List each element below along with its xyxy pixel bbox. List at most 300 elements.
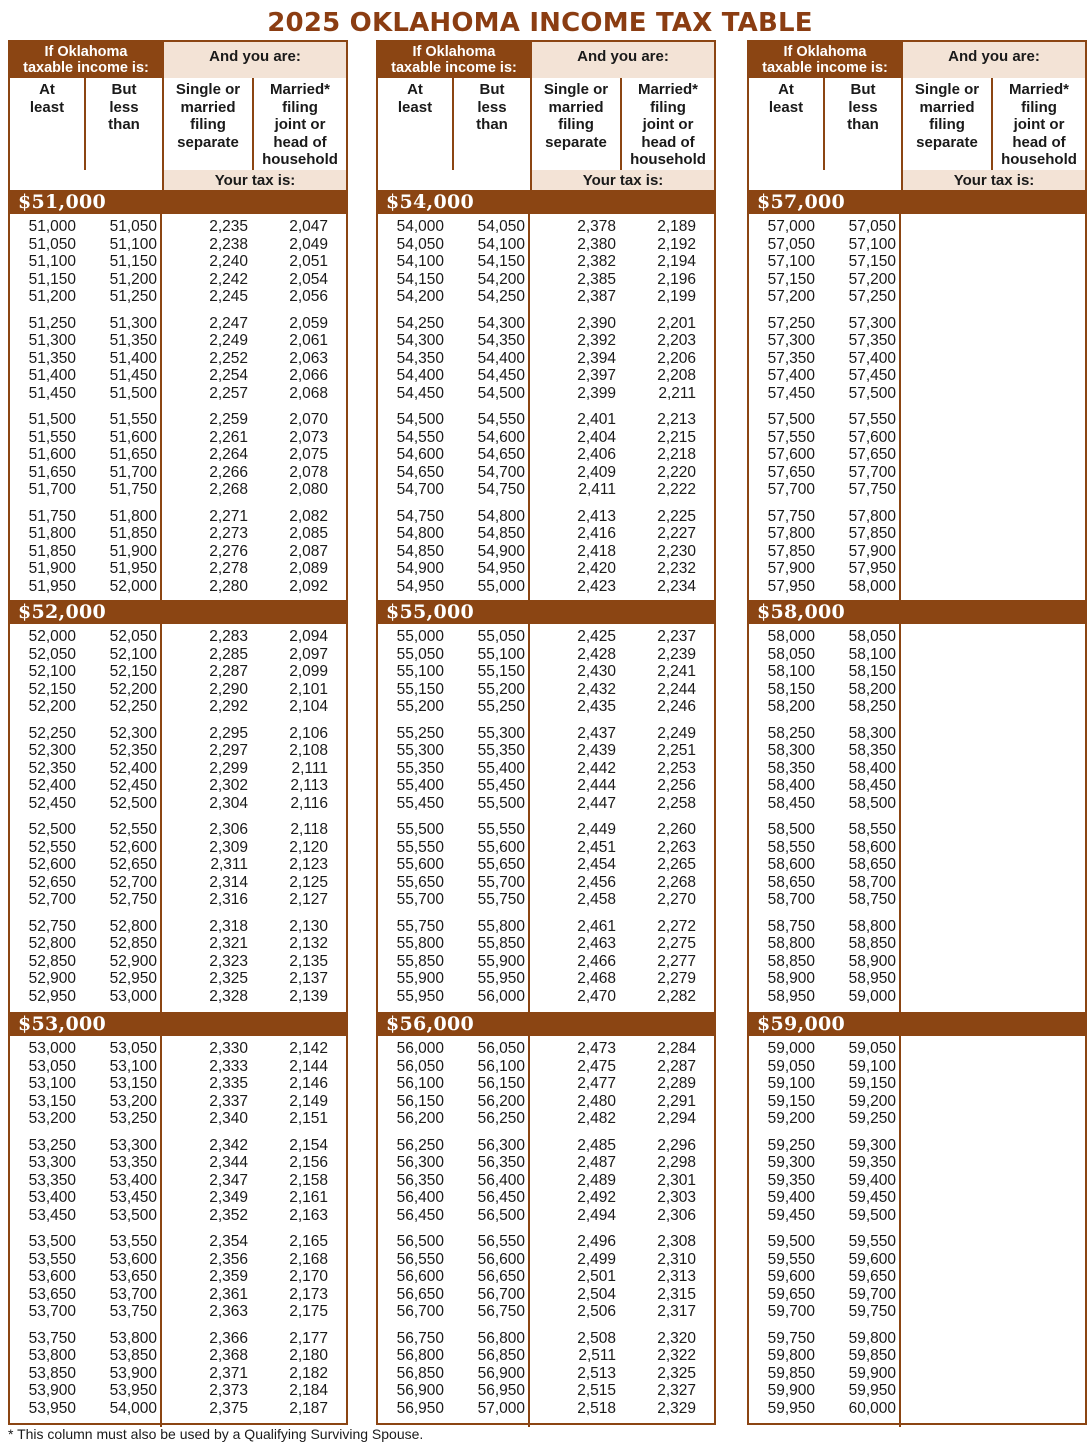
single-tax-value: 2,382: [577, 253, 616, 271]
but-less-than-value: 52,850: [109, 935, 157, 953]
at-least-value: 59,550: [767, 1250, 815, 1268]
table-row: [749, 1154, 1085, 1172]
table-row: [749, 681, 1085, 699]
thousand-band: [10, 190, 346, 214]
at-least-value: 56,850: [396, 1364, 444, 1382]
single-tax-value: 2,518: [577, 1399, 616, 1417]
married-tax-value: 2,146: [289, 1075, 328, 1093]
header-line: household: [1001, 151, 1077, 168]
at-least-value: 56,450: [396, 1206, 444, 1224]
but-less-than-value: 55,150: [477, 663, 525, 681]
but-less-than-value: 56,650: [477, 1268, 525, 1286]
at-least-value: 54,300: [396, 332, 444, 350]
header-line: separate: [545, 133, 607, 151]
married-tax-value: 2,120: [289, 838, 328, 856]
header-line: joint or: [274, 116, 326, 133]
single-tax-value: 2,292: [209, 698, 248, 716]
but-less-than-value: 59,200: [848, 1092, 896, 1110]
at-least-value: 52,850: [28, 952, 76, 970]
married-tax-value: 2,317: [657, 1303, 696, 1321]
at-least-value: 54,700: [396, 481, 444, 499]
table-row: [378, 481, 714, 499]
married-tax-value: 2,099: [289, 663, 328, 681]
table-row: [378, 646, 714, 664]
at-least-value: 53,950: [28, 1399, 76, 1417]
table-row: [378, 1400, 714, 1418]
at-least-value: 51,500: [28, 411, 76, 428]
at-least-value: 54,650: [396, 463, 444, 481]
married-tax-value: 2,192: [657, 235, 696, 253]
at-least-value: 57,150: [767, 270, 815, 288]
table-row: [749, 350, 1085, 368]
at-least-value: 57,950: [767, 577, 815, 595]
single-tax-value: 2,311: [210, 856, 248, 874]
single-tax-value: 2,309: [209, 838, 248, 856]
header-spacer: [378, 170, 530, 192]
at-least-value: 52,500: [28, 821, 76, 838]
table-row: [378, 253, 714, 271]
but-less-than-value: 56,900: [477, 1364, 525, 1382]
at-least-value: 52,900: [28, 970, 76, 988]
header-line: least: [29, 98, 65, 116]
table-row: [749, 1207, 1085, 1225]
married-tax-value: 2,246: [657, 698, 696, 716]
but-less-than-value: 59,400: [848, 1171, 896, 1189]
at-least-header: [749, 78, 825, 170]
table-row: [378, 411, 714, 429]
at-least-value: 56,550: [396, 1250, 444, 1268]
at-least-value: 58,550: [767, 838, 815, 856]
but-less-than-value: 53,850: [109, 1347, 157, 1365]
at-least-value: 57,850: [767, 542, 815, 560]
but-less-than-value: 56,150: [477, 1075, 525, 1093]
but-less-than-value: 54,050: [477, 218, 525, 235]
header-line: than: [476, 116, 508, 133]
but-less-than-value: 54,700: [477, 463, 525, 481]
single-tax-value: 2,499: [577, 1250, 616, 1268]
table-row: [378, 1268, 714, 1286]
single-tax-value: 2,449: [577, 821, 616, 838]
at-least-value: 59,750: [767, 1329, 815, 1347]
table-row: [378, 918, 714, 936]
but-less-than-value: 56,850: [477, 1347, 525, 1365]
at-least-value: 52,600: [28, 856, 76, 874]
single-tax-value: 2,480: [577, 1092, 616, 1110]
married-tax-value: 2,132: [289, 935, 328, 953]
table-row: [10, 1365, 346, 1383]
table-row: [10, 795, 346, 813]
but-less-than-value: 52,250: [109, 698, 157, 716]
table-row: [749, 970, 1085, 988]
single-tax-value: 2,264: [209, 446, 248, 464]
table-row: [10, 1330, 346, 1348]
single-tax-value: 2,501: [577, 1268, 616, 1286]
table-row: [378, 1330, 714, 1348]
table-row: [10, 332, 346, 350]
income-header-line: If Oklahoma: [412, 44, 496, 60]
married-tax-value: 2,054: [289, 270, 328, 288]
married-tax-value: 2,275: [657, 935, 696, 953]
single-tax-value: 2,354: [209, 1233, 248, 1250]
married-tax-value: 2,116: [290, 794, 328, 812]
but-less-than-value: 58,250: [848, 698, 896, 716]
single-tax-value: 2,316: [209, 891, 248, 909]
header-line: married: [180, 98, 236, 116]
single-tax-value: 2,416: [577, 525, 616, 543]
but-less-than-value: 57,550: [848, 411, 896, 428]
table-row: [749, 663, 1085, 681]
at-least-value: 53,900: [28, 1382, 76, 1400]
table-row: [378, 777, 714, 795]
married-tax-value: 2,113: [290, 777, 328, 795]
married-tax-value: 2,184: [289, 1382, 328, 1400]
thousand-band: [749, 190, 1085, 214]
at-least-value: 55,750: [396, 917, 444, 935]
table-row: [10, 288, 346, 306]
married-tax-value: 2,258: [657, 794, 696, 812]
at-least-value: 54,050: [396, 235, 444, 253]
married-tax-value: 2,101: [289, 680, 328, 698]
at-least-value: 59,800: [767, 1347, 815, 1365]
married-tax-value: 2,063: [289, 349, 328, 367]
table-row: [378, 1251, 714, 1269]
table-row: [378, 839, 714, 857]
but-less-than-value: 58,200: [848, 680, 896, 698]
at-least-value: 51,400: [28, 367, 76, 385]
header-line: filing: [1021, 98, 1057, 116]
but-less-than-value: 58,050: [848, 628, 896, 645]
at-least-value: 53,850: [28, 1364, 76, 1382]
but-less-than-value: 55,550: [477, 821, 525, 838]
single-tax-value: 2,375: [209, 1399, 248, 1417]
at-least-value: 55,350: [396, 759, 444, 777]
at-least-value: 58,900: [767, 970, 815, 988]
married-tax-value: 2,125: [289, 873, 328, 891]
but-less-than-value: 58,600: [848, 838, 896, 856]
at-least-value: 55,050: [396, 645, 444, 663]
header-line: household: [262, 151, 338, 168]
married-tax-value: 2,130: [289, 917, 328, 935]
table-row: [378, 508, 714, 526]
at-least-value: 59,150: [767, 1092, 815, 1110]
married-tax-value: 2,075: [289, 446, 328, 464]
married-tax-value: 2,189: [657, 218, 696, 235]
but-less-than-value: 51,950: [109, 560, 157, 578]
married-tax-value: 2,177: [289, 1329, 328, 1347]
header-line: less: [848, 98, 878, 116]
table-row: [749, 935, 1085, 953]
single-tax-value: 2,261: [209, 428, 248, 446]
table-row: [749, 646, 1085, 664]
single-tax-value: 2,385: [577, 270, 616, 288]
but-less-than-value: 55,050: [477, 628, 525, 645]
band-label: $57,000: [757, 191, 846, 213]
at-least-value: 59,000: [767, 1040, 815, 1057]
table-row: [10, 1286, 346, 1304]
at-least-value: 59,100: [767, 1075, 815, 1093]
table-row: [378, 760, 714, 778]
but-less-than-value: 52,300: [109, 724, 157, 742]
but-less-than-value: 53,750: [109, 1303, 157, 1321]
but-less-than-value: 57,650: [848, 446, 896, 464]
married-tax-value: 2,142: [289, 1040, 328, 1057]
header-line: married: [548, 98, 604, 116]
table-row: [10, 970, 346, 988]
table-row: [378, 578, 714, 596]
at-least-value: 56,100: [396, 1075, 444, 1093]
at-least-value: 53,300: [28, 1154, 76, 1172]
married-tax-value: 2,066: [289, 367, 328, 385]
at-least-value: 56,800: [396, 1347, 444, 1365]
married-tax-value: 2,068: [289, 384, 328, 402]
but-less-than-value: 59,600: [848, 1250, 896, 1268]
single-tax-value: 2,266: [209, 463, 248, 481]
married-tax-value: 2,306: [657, 1206, 696, 1224]
single-tax-value: 2,442: [577, 759, 616, 777]
but-less-than-value: 59,650: [848, 1268, 896, 1286]
married-tax-value: 2,218: [657, 446, 696, 464]
at-least-value: 58,850: [767, 952, 815, 970]
at-least-value: 59,350: [767, 1171, 815, 1189]
but-less-than-value: 54,900: [477, 542, 525, 560]
married-tax-value: 2,263: [657, 838, 696, 856]
but-less-than-value: 59,150: [848, 1075, 896, 1093]
married-tax-value: 2,175: [289, 1303, 328, 1321]
income-header-line: taxable income is:: [391, 60, 517, 76]
single-tax-value: 2,463: [577, 935, 616, 953]
at-least-value: 53,100: [28, 1075, 76, 1093]
at-least-value: 52,150: [28, 680, 76, 698]
but-less-than-value: 54,350: [477, 332, 525, 350]
table-row: [749, 1110, 1085, 1128]
table-row: [378, 988, 714, 1006]
table-row: [749, 777, 1085, 795]
table-row: [10, 1400, 346, 1418]
single-tax-value: 2,238: [209, 235, 248, 253]
at-least-value: 52,200: [28, 698, 76, 716]
single-tax-value: 2,411: [578, 481, 616, 499]
single-tax-value: 2,380: [577, 235, 616, 253]
table-row: [378, 385, 714, 403]
but-less-than-value: 57,400: [848, 349, 896, 367]
table-row: [378, 1110, 714, 1128]
table-row: [378, 698, 714, 716]
table-row: [378, 1172, 714, 1190]
table-row: [378, 1040, 714, 1058]
but-less-than-value: 54,000: [109, 1399, 157, 1417]
at-least-value: 52,050: [28, 645, 76, 663]
but-less-than-value: 53,700: [109, 1285, 157, 1303]
at-least-value: 55,950: [396, 987, 444, 1005]
married-tax-value: 2,230: [657, 542, 696, 560]
table-row: [10, 918, 346, 936]
table-row: [10, 663, 346, 681]
but-less-than-value: 59,750: [848, 1303, 896, 1321]
but-less-than-value: 55,950: [477, 970, 525, 988]
but-less-than-value: 54,400: [477, 349, 525, 367]
single-header: [162, 78, 254, 170]
table-row: [10, 953, 346, 971]
single-tax-value: 2,399: [577, 384, 616, 402]
table-row: [749, 525, 1085, 543]
header-line: than: [847, 116, 879, 133]
table-row: [749, 725, 1085, 743]
but-less-than-value: 51,250: [109, 288, 157, 306]
single-tax-value: 2,290: [209, 680, 248, 698]
but-less-than-value: 59,300: [848, 1136, 896, 1154]
but-less-than-value: 51,500: [109, 384, 157, 402]
table-row: [10, 1268, 346, 1286]
table-row: [378, 1093, 714, 1111]
header-line: Single or: [175, 81, 241, 98]
at-least-value: 51,150: [28, 270, 76, 288]
at-least-value: 59,500: [767, 1233, 815, 1250]
but-less-than-value: 53,550: [109, 1233, 157, 1250]
at-least-value: 53,600: [28, 1268, 76, 1286]
at-least-value: 59,400: [767, 1189, 815, 1207]
married-tax-value: 2,108: [289, 742, 328, 760]
but-less-than-value: 56,500: [477, 1206, 525, 1224]
table-row: [10, 560, 346, 578]
married-header: [254, 78, 346, 170]
at-least-value: 56,200: [396, 1110, 444, 1128]
married-tax-value: 2,173: [289, 1285, 328, 1303]
at-least-value: 53,500: [28, 1233, 76, 1250]
at-least-value: 52,650: [28, 873, 76, 891]
but-less-than-value: 56,750: [477, 1303, 525, 1321]
table-row: [749, 446, 1085, 464]
table-row: [10, 1154, 346, 1172]
single-tax-value: 2,349: [209, 1189, 248, 1207]
single-tax-value: 2,276: [209, 542, 248, 560]
married-tax-value: 2,291: [657, 1092, 696, 1110]
table-row: [749, 543, 1085, 561]
at-least-value: 55,550: [396, 838, 444, 856]
single-tax-value: 2,247: [209, 314, 248, 332]
table-row: [378, 367, 714, 385]
single-tax-value: 2,347: [209, 1171, 248, 1189]
but-less-than-value: 57,450: [848, 367, 896, 385]
table-row: [378, 742, 714, 760]
married-tax-value: 2,059: [289, 314, 328, 332]
but-less-than-value: 52,150: [109, 663, 157, 681]
but-less-than-value: 51,800: [109, 507, 157, 525]
table-row: [10, 1189, 346, 1207]
header-line: Single or: [914, 81, 980, 98]
married-tax-value: 2,208: [657, 367, 696, 385]
single-tax-value: 2,456: [577, 873, 616, 891]
table-row: [749, 560, 1085, 578]
at-least-value: 51,700: [28, 481, 76, 499]
but-less-than-value: 56,200: [477, 1092, 525, 1110]
table-row: [10, 508, 346, 526]
married-tax-value: 2,127: [289, 891, 328, 909]
single-tax-value: 2,235: [209, 218, 248, 235]
at-least-value: 58,000: [767, 628, 815, 645]
single-tax-value: 2,439: [577, 742, 616, 760]
but-less-than-value: 57,950: [848, 560, 896, 578]
table-row: [10, 464, 346, 482]
table-row: [10, 1040, 346, 1058]
at-least-value: 59,950: [767, 1399, 815, 1417]
table-row: [378, 663, 714, 681]
married-tax-value: 2,251: [657, 742, 696, 760]
but-less-than-value: 55,800: [477, 917, 525, 935]
at-least-value: 57,050: [767, 235, 815, 253]
table-row: [378, 874, 714, 892]
but-less-than-header: [86, 78, 162, 170]
single-tax-value: 2,451: [577, 838, 616, 856]
table-row: [378, 725, 714, 743]
header-line: joint or: [1013, 116, 1065, 133]
thousand-band: [378, 600, 714, 624]
table-row: [749, 1268, 1085, 1286]
single-tax-value: 2,378: [577, 218, 616, 235]
but-less-than-value: 55,400: [477, 759, 525, 777]
married-tax-value: 2,225: [657, 507, 696, 525]
single-tax-value: 2,515: [577, 1382, 616, 1400]
at-least-value: 59,450: [767, 1206, 815, 1224]
single-tax-value: 2,420: [577, 560, 616, 578]
band-label: $58,000: [757, 601, 846, 623]
but-less-than-value: 57,750: [848, 481, 896, 499]
but-less-than-value: 54,500: [477, 384, 525, 402]
at-least-value: 58,350: [767, 759, 815, 777]
at-least-value: 57,250: [767, 314, 815, 332]
single-tax-value: 2,458: [577, 891, 616, 909]
single-tax-value: 2,245: [209, 288, 248, 306]
married-tax-value: 2,232: [657, 560, 696, 578]
but-less-than-value: 56,550: [477, 1233, 525, 1250]
but-less-than-value: 59,000: [848, 987, 896, 1005]
married-tax-value: 2,294: [657, 1110, 696, 1128]
at-least-value: 54,400: [396, 367, 444, 385]
but-less-than-value: 53,200: [109, 1092, 157, 1110]
but-less-than-value: 59,500: [848, 1206, 896, 1224]
but-less-than-value: 56,950: [477, 1382, 525, 1400]
single-tax-value: 2,425: [577, 628, 616, 645]
but-less-than-value: 56,400: [477, 1171, 525, 1189]
but-less-than-value: 54,150: [477, 253, 525, 271]
married-tax-value: 2,239: [657, 645, 696, 663]
married-tax-value: 2,106: [289, 724, 328, 742]
but-less-than-value: 53,350: [109, 1154, 157, 1172]
table-row: [378, 1189, 714, 1207]
but-less-than-value: 53,100: [109, 1057, 157, 1075]
table-row: [378, 218, 714, 236]
but-less-than-value: 59,550: [848, 1233, 896, 1250]
income-header: [749, 42, 901, 78]
header-line: Married*: [637, 81, 699, 98]
table-row: [749, 367, 1085, 385]
at-least-value: 54,200: [396, 288, 444, 306]
but-less-than-value: 58,700: [848, 873, 896, 891]
single-tax-value: 2,283: [209, 628, 248, 645]
footnote: * This column must also be used by a Qualifying Surviving Spouse.: [8, 1426, 424, 1442]
income-header-line: taxable income is:: [762, 60, 888, 76]
at-least-value: 54,500: [396, 411, 444, 428]
at-least-value: 56,650: [396, 1285, 444, 1303]
but-less-than-value: 57,500: [848, 384, 896, 402]
table-row: [378, 1347, 714, 1365]
single-tax-value: 2,513: [577, 1364, 616, 1382]
but-less-than-value: 52,350: [109, 742, 157, 760]
thousand-band: [10, 600, 346, 624]
at-least-value: 58,250: [767, 724, 815, 742]
married-tax-value: 2,156: [289, 1154, 328, 1172]
header-line: But: [479, 81, 505, 98]
income-header: [378, 42, 530, 78]
